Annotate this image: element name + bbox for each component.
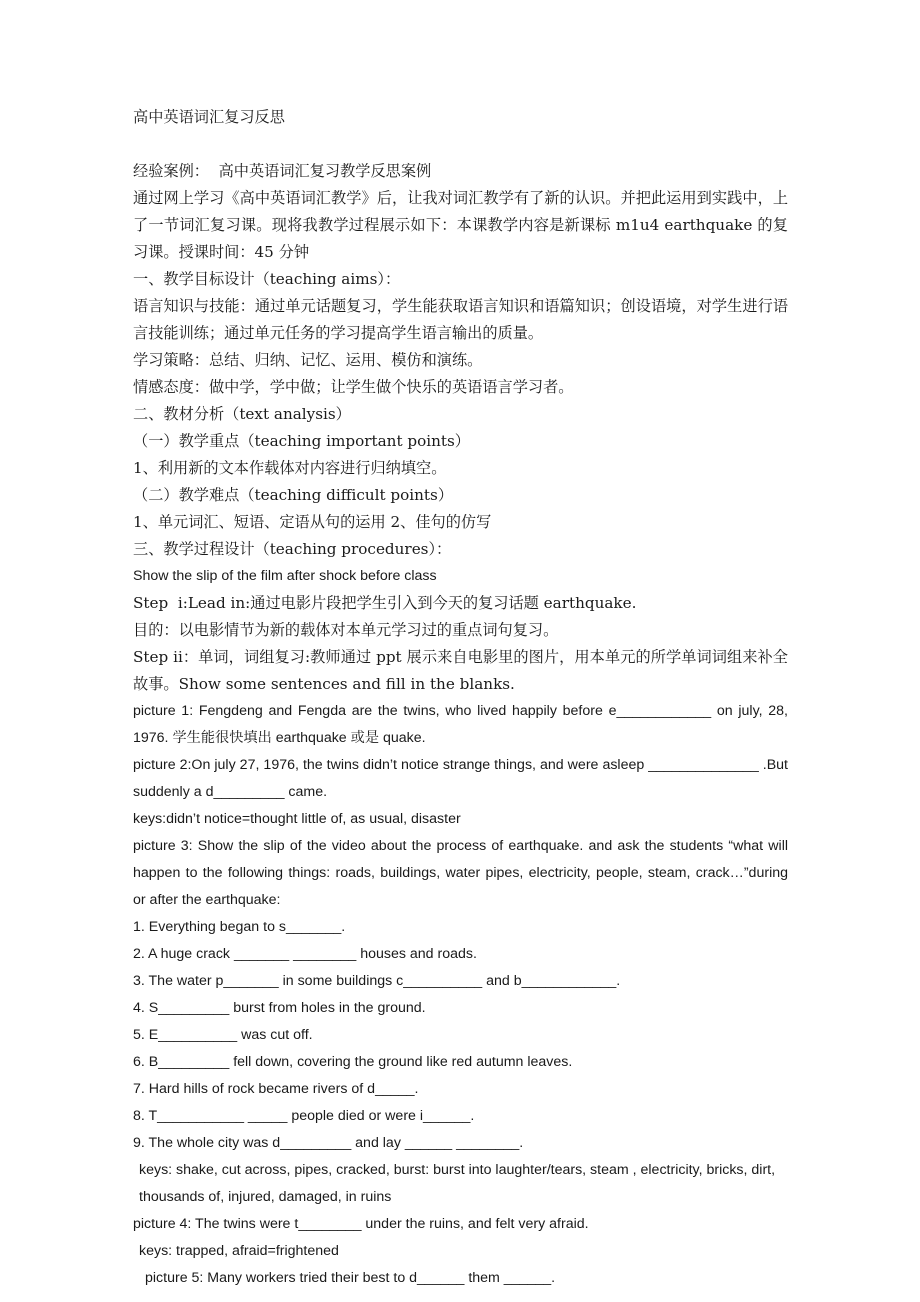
document-line-picture-2-keys: keys:didn’t notice=thought little of, as usual, disaster <box>133 811 461 827</box>
document-line-question-8: 8. T___________ _____ people died or were i______. <box>133 1108 475 1124</box>
document-line-step-1: Step ⅰ:Lead in:通过电影片段把学生引入到今天的复习话题 earthquake. <box>133 594 637 612</box>
document-line-picture-4: picture 4: The twins were t________ under the ruins, and felt very afraid. <box>133 1216 589 1232</box>
document-line-intro-paragraph: 通过网上学习《高中英语词汇教学》后，让我对词汇教学有了新的认识。并把此运用到实践中，上了一节词汇复习课。现将我教学过程展示如下：本课教学内容是新课标 m1u4 earthquake 的复习课。授课时间：45 分钟 <box>133 189 788 261</box>
document-line-question-6: 6. B_________ fell down, covering the ground like red autumn leaves. <box>133 1054 573 1070</box>
document-line-section-3-heading: 三、教学过程设计（teaching procedures）： <box>133 540 452 558</box>
document-line-section-1-heading: 一、教学目标设计（teaching aims）： <box>133 270 401 288</box>
document-line-picture-1: picture 1: Fengdeng and Fengda are the twins, who lived happily before e____________ on july, 28, 1976. 学生能很快填出 earthquake 或是 quake. <box>133 703 792 746</box>
document-line-case-heading: 经验案例： 高中英语词汇复习教学反思案例 <box>133 162 432 180</box>
document-line-step-2: Step ⅱ：单词，词组复习:教师通过 ppt 展示来自电影里的图片，用本单元的所学单词词组来补全故事。Show some sentences and fill in the blanks. <box>133 648 788 693</box>
document-line-picture-5: picture 5: Many workers tried their best to d______ them ______. <box>145 1270 556 1286</box>
document-line-question-2: 2. A huge crack _______ ________ houses and roads. <box>133 946 477 962</box>
page-title: 高中英语词汇复习反思 <box>133 108 285 126</box>
document-line-question-1: 1. Everything began to s_______. <box>133 919 346 935</box>
document-line-pre-class-activity: Show the slip of the film after shock before class <box>133 568 437 584</box>
document-line-important-points-heading: （一）教学重点（teaching important points） <box>133 432 470 450</box>
document-line-picture-2: picture 2:On july 27, 1976, the twins didn’t notice strange things, and were asleep ______________ .But suddenly a d_________ came. <box>133 757 792 800</box>
document-line-step-1-purpose: 目的：以电影情节为新的载体对本单元学习过的重点词句复习。 <box>133 621 559 639</box>
document-body <box>133 104 792 1292</box>
document-line-emotional-attitude: 情感态度：做中学，学中做；让学生做个快乐的英语语言学习者。 <box>133 378 574 396</box>
paragraph-spacer <box>133 131 788 158</box>
document-line-important-point-1: 1、利用新的文本作载体对内容进行归纳填空。 <box>133 459 447 477</box>
document-line-question-4: 4. S_________ burst from holes in the ground. <box>133 1000 426 1016</box>
document-line-learning-strategy: 学习策略：总结、归纳、记忆、运用、模仿和演练。 <box>133 351 483 369</box>
document-line-picture-3: picture 3: Show the slip of the video about the process of earthquake. and ask the students “what will happen to the following things: roads, buildings, water pipes, electricity, people, steam, crack…”during or after the earthquake: <box>133 838 792 908</box>
document-line-picture-4-keys: keys: trapped, afraid=frightened <box>139 1243 339 1259</box>
document-line-section-2-heading: 二、教材分析（text analysis） <box>133 405 351 423</box>
document-line-language-knowledge: 语言知识与技能：通过单元话题复习，学生能获取语言知识和语篇知识；创设语境，对学生进行语言技能训练；通过单元任务的学习提高学生语言输出的质量。 <box>133 297 788 342</box>
document-line-question-keys: keys: shake, cut across, pipes, cracked, burst: burst into laughter/tears, steam , electricity, bricks, dirt, thousands of, injured, damaged, in ruins <box>139 1162 780 1205</box>
document-line-question-9: 9. The whole city was d_________ and lay ______ ________. <box>133 1135 524 1151</box>
document-line-question-5: 5. E__________ was cut off. <box>133 1027 313 1043</box>
document-line-difficult-points-heading: （二）教学难点（teaching difficult points） <box>133 486 454 504</box>
document-line-question-3: 3. The water p_______ in some buildings c__________ and b____________. <box>133 973 621 989</box>
document-line-difficult-point-1: 1、单元词汇、短语、定语从句的运用 2、佳句的仿写 <box>133 513 492 531</box>
document-line-question-7: 7. Hard hills of rock became rivers of d_____. <box>133 1081 419 1097</box>
